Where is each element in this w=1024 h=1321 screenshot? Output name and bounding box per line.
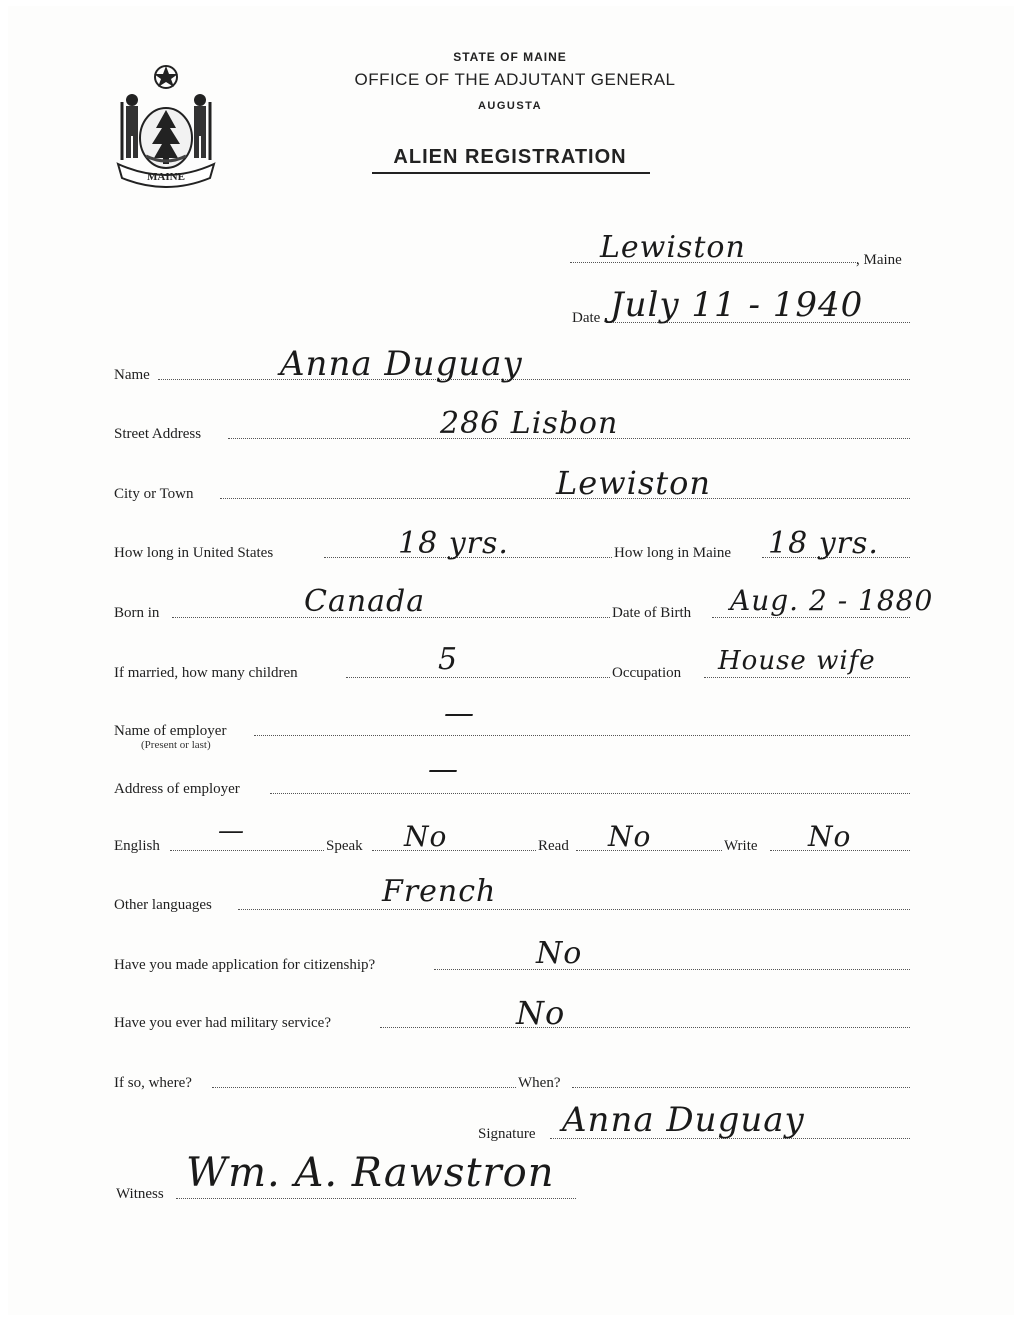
signature-entry: Anna Duguay <box>562 1100 805 1140</box>
when-label: When? <box>518 1075 561 1091</box>
born-entry: Canada <box>304 584 426 619</box>
name-label: Name <box>114 367 150 383</box>
signature-label: Signature <box>478 1126 536 1142</box>
dob-label: Date of Birth <box>612 605 692 621</box>
employer-address-label: Address of employer <box>114 781 240 797</box>
write-label: Write <box>724 838 758 854</box>
form-title: ALIEN REGISTRATION <box>393 146 627 168</box>
state-seal-icon <box>112 60 220 188</box>
how-long-maine-entry: 18 yrs. <box>768 526 879 561</box>
speak-line <box>372 850 536 851</box>
born-label: Born in <box>114 605 160 621</box>
city-heading: AUGUSTA <box>477 100 543 112</box>
date-entry: July 11 - 1940 <box>610 285 864 325</box>
employer-sublabel: (Present or last) <box>141 739 211 751</box>
english-line <box>170 850 324 851</box>
read-entry: No <box>608 820 652 853</box>
write-entry: No <box>808 820 852 853</box>
other-languages-line <box>238 909 910 910</box>
when-line <box>572 1087 910 1088</box>
read-label: Read <box>538 838 569 854</box>
where-line <box>212 1087 516 1088</box>
state-heading: STATE OF MAINE <box>453 50 567 64</box>
place-entry: Lewiston <box>600 230 746 265</box>
name-entry: Anna Duguay <box>280 344 523 384</box>
speak-entry: No <box>404 820 448 853</box>
where-label: If so, where? <box>114 1075 192 1091</box>
employer-entry: — <box>444 696 475 731</box>
military-label: Have you ever had military service? <box>114 1015 331 1031</box>
seal-banner-text: MAINE <box>147 171 185 183</box>
street-label: Street Address <box>114 426 202 442</box>
employer-address-entry: — <box>428 752 459 787</box>
other-languages-label: Other languages <box>114 897 212 913</box>
dob-entry: Aug. 2 - 1880 <box>730 584 934 617</box>
city-label: City or Town <box>114 486 194 502</box>
street-entry: 286 Lisbon <box>440 406 619 441</box>
other-languages-entry: French <box>382 874 497 909</box>
occupation-label: Occupation <box>612 665 682 681</box>
occupation-entry: House wife <box>718 646 876 676</box>
employer-line <box>254 735 910 736</box>
witness-label: Witness <box>116 1186 164 1202</box>
how-long-us-entry: 18 yrs. <box>398 526 509 561</box>
children-label: If married, how many children <box>114 665 298 681</box>
title-underline <box>372 172 650 174</box>
witness-line <box>176 1198 576 1199</box>
military-line <box>380 1027 910 1028</box>
citizenship-line <box>434 969 910 970</box>
employer-address-line <box>270 793 910 794</box>
speak-label: Speak <box>326 838 363 854</box>
city-entry: Lewiston <box>556 464 711 502</box>
how-long-maine-label: How long in Maine <box>614 545 732 561</box>
name-line <box>158 379 910 380</box>
children-entry: 5 <box>438 642 459 677</box>
children-line <box>346 677 610 678</box>
date-label: Date <box>572 310 601 326</box>
citizenship-entry: No <box>536 936 583 971</box>
occupation-line <box>704 677 910 678</box>
military-entry: No <box>516 994 566 1032</box>
employer-label: Name of employer <box>114 723 227 739</box>
witness-entry: Wm. A. Rawstron <box>186 1150 555 1196</box>
english-entry: — <box>218 816 245 846</box>
how-long-us-label: How long in United States <box>114 545 274 561</box>
office-heading: OFFICE OF THE ADJUTANT GENERAL <box>354 70 676 89</box>
place-suffix: , Maine <box>856 252 902 268</box>
english-label: English <box>114 838 160 854</box>
citizenship-label: Have you made application for citizenship? <box>114 957 376 973</box>
dob-line <box>712 617 910 618</box>
